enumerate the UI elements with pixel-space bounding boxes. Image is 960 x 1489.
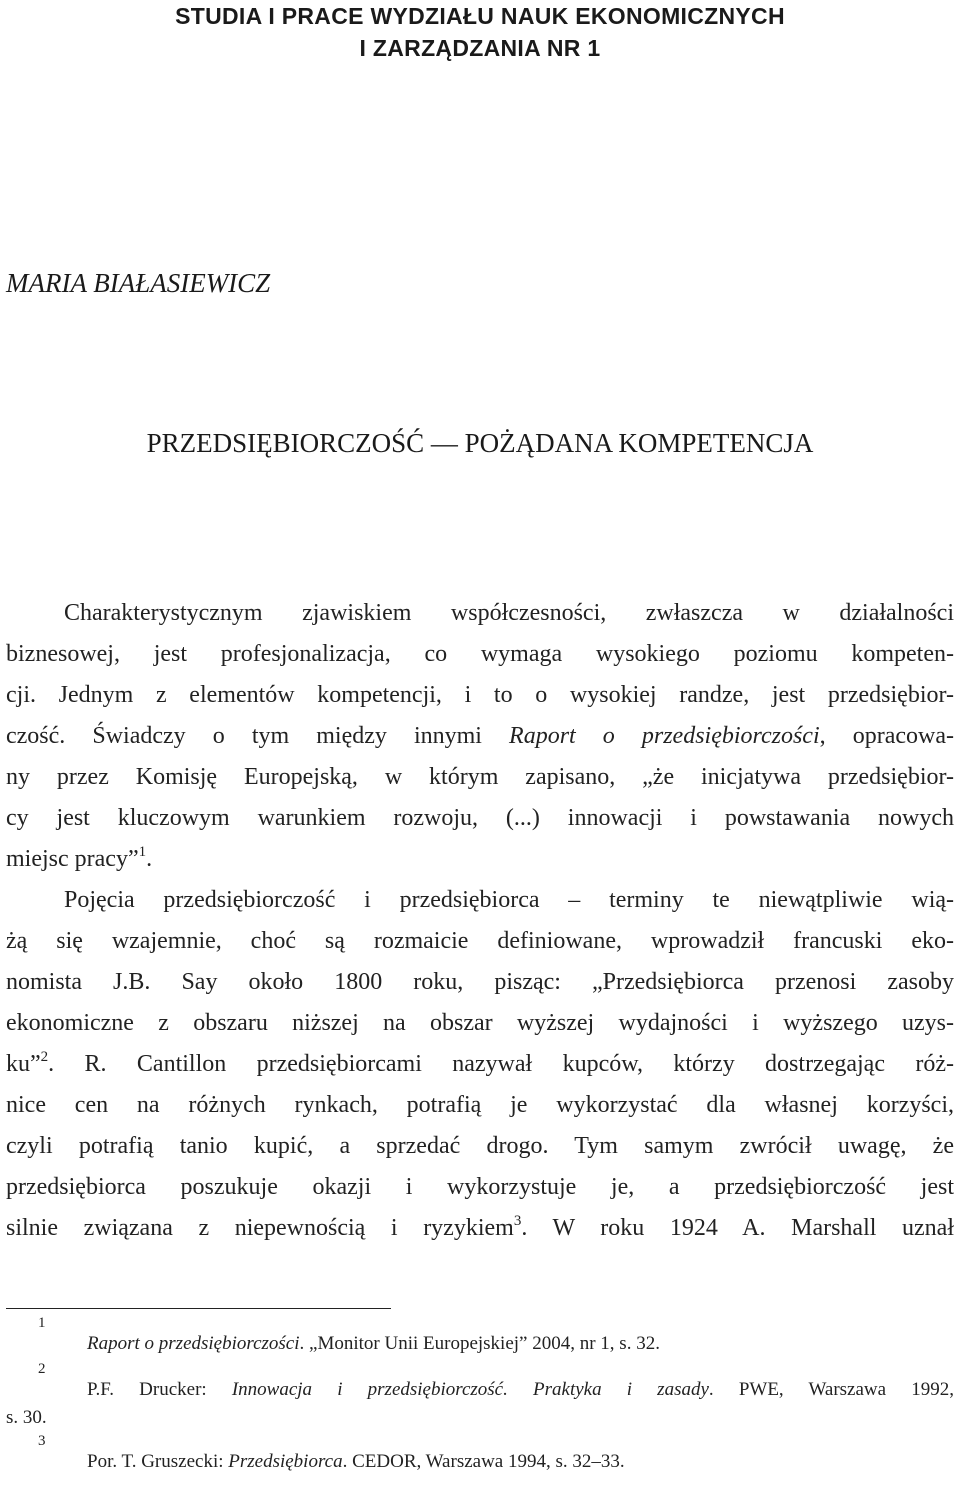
body-text-segment: miejsc pracy”	[6, 846, 139, 872]
author-name: MARIA BIAŁASIEWICZ	[6, 268, 271, 298]
body-text-segment: . R. Cantillon przedsiębiorcami nazywał kupców, którzy dostrzegając róż-	[48, 1051, 954, 1077]
body-line: czyli potrafią tanio kupić, a sprzedać drogo. Tym samym zwrócił uwagę, że	[6, 1133, 954, 1159]
body-line: cji. Jednym z elementów kompetencji, i to o wysokiej randze, jest przedsiębior-	[6, 682, 954, 708]
body-line: nice cen na różnych rynkach, potrafią je wykorzystać dla własnej korzyści,	[6, 1092, 954, 1118]
footnote-continuation: s. 30.	[6, 1407, 47, 1428]
body-line	[6, 716, 954, 757]
footnote-author: Por. T. Gruszecki:	[87, 1451, 229, 1472]
body-text-segment: ku”	[6, 1051, 41, 1077]
footnote-rest: . „Monitor Unii Europejskiej” 2004, nr 1, s. 32.	[299, 1333, 660, 1354]
body-line: przedsiębiorca poszukuje okazji i wykorzystuje je, a przedsiębiorczość jest	[6, 1174, 954, 1200]
footnote-text	[87, 1333, 954, 1355]
journal-header-line-2: I ZARZĄDZANIA NR 1	[359, 35, 601, 61]
footnote-italic: Innowacja i przedsiębiorczość. Praktyka i zasady	[231, 1379, 709, 1400]
footnote-ref-3: 3	[513, 1213, 522, 1229]
footnote-2	[6, 1361, 954, 1443]
footnote-rest: . PWE, Warszawa 1992,	[708, 1379, 954, 1400]
article-body	[6, 593, 954, 1249]
body-line: cy jest kluczowym warunkiem rozwoju, (...) innowacji i powstawania nowych	[6, 805, 954, 831]
body-text-segment: czość. Świadczy o tym między innymi	[6, 723, 510, 749]
footnote-ref-2: 2	[40, 1049, 49, 1065]
body-line: Charakterystycznym zjawiskiem współczesności, zwłaszcza w działalności	[64, 600, 954, 626]
body-line: nomista J.B. Say około 1800 roku, pisząc: „Przedsiębiorca przenosi zasoby	[6, 969, 954, 995]
body-line	[6, 1044, 954, 1085]
footnote-number: 2	[38, 1361, 46, 1377]
body-text-segment: silnie związana z niepewnością i ryzykiem	[6, 1215, 514, 1241]
body-text-segment: . W roku 1924 A. Marshall uznał	[521, 1215, 954, 1241]
footnote-number: 3	[38, 1433, 46, 1449]
article-title: PRZEDSIĘBIORCZOŚĆ — POŻĄDANA KOMPETENCJA	[146, 428, 814, 458]
body-line: żą się wzajemnie, choć są rozmaicie definiowane, wprowadził francuski eko-	[6, 928, 954, 954]
footnote-text	[87, 1451, 954, 1473]
report-title-italic: Raport o przedsiębiorczości	[509, 723, 820, 749]
journal-header	[0, 0, 960, 64]
footnote-author: P.F. Drucker:	[87, 1379, 232, 1400]
journal-header-line-1: STUDIA I PRACE WYDZIAŁU NAUK EKONOMICZNYCH	[175, 3, 785, 29]
footnotes	[6, 1315, 954, 1489]
footnote-italic: Raport o przedsiębiorczości	[87, 1333, 300, 1354]
body-line	[6, 839, 954, 880]
footnote-separator	[6, 1308, 391, 1309]
footnote-text	[87, 1379, 954, 1401]
footnote-3	[6, 1433, 954, 1489]
body-line: biznesowej, jest profesjonalizacja, co wymaga wysokiego poziomu kompeten-	[6, 641, 954, 667]
footnote-italic: Przedsiębiorca	[228, 1451, 343, 1472]
body-text-segment: .	[146, 846, 153, 872]
footnote-number: 1	[38, 1315, 46, 1331]
footnote-rest: . CEDOR, Warszawa 1994, s. 32–33.	[342, 1451, 625, 1472]
footnote-1	[6, 1315, 954, 1371]
body-line: ekonomiczne z obszaru niższej na obszar wyższej wydajności i wyższego uzys-	[6, 1010, 954, 1036]
body-line: Pojęcia przedsiębiorczość i przedsiębiorca – terminy te niewątpliwie wią-	[64, 887, 954, 913]
body-text-segment: , opracowa-	[819, 723, 954, 749]
body-line	[6, 1208, 954, 1249]
body-line: ny przez Komisję Europejską, w którym zapisano, „że inicjatywa przedsiębior-	[6, 764, 954, 790]
footnote-ref-1: 1	[138, 844, 147, 860]
